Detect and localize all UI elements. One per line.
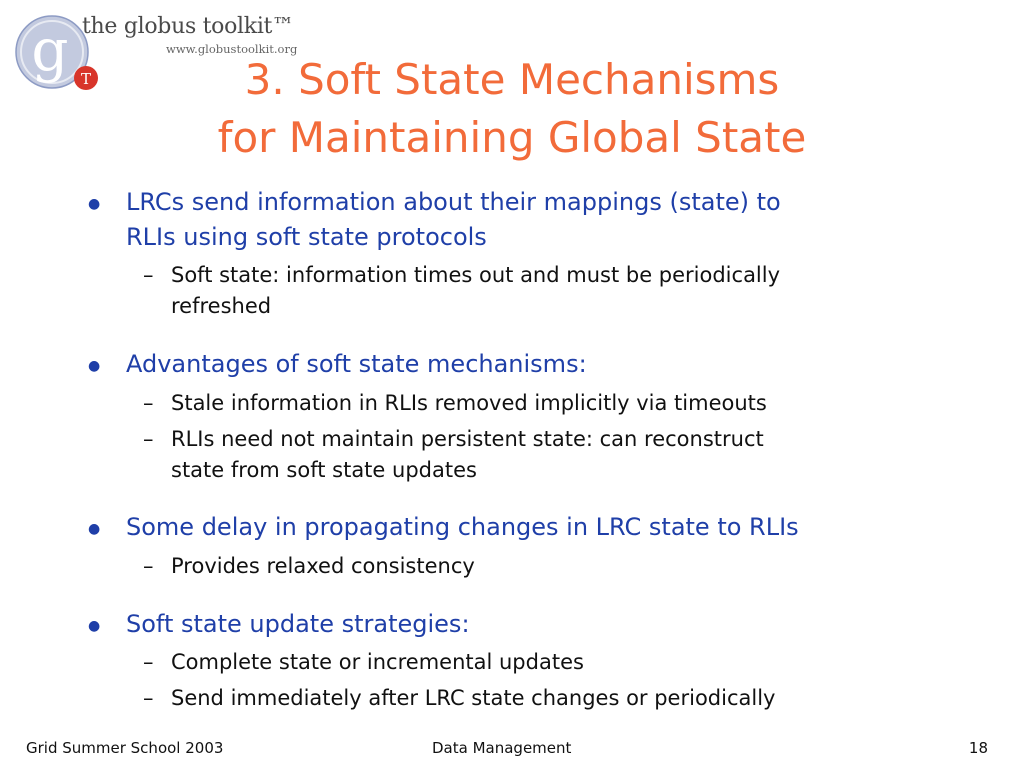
bullet-icon: ● (88, 358, 101, 374)
dash-icon: – (143, 650, 154, 674)
bullet-icon: ● (88, 521, 101, 537)
sub-2-2-line-1: RLIs need not maintain persistent state: can reconstruct (171, 427, 764, 451)
bullet-1-line-2: RLIs using soft state protocols (126, 223, 487, 251)
sub-2-2-line-2: state from soft state updates (171, 458, 477, 482)
sub-2-1-line-1: Stale information in RLIs removed implicitly via timeouts (171, 391, 767, 415)
dash-icon: – (143, 427, 154, 451)
dash-icon: – (143, 263, 154, 287)
sub-4-1-line-1: Complete state or incremental updates (171, 650, 584, 674)
slide-title-line-2: for Maintaining Global State (217, 113, 807, 162)
bullet-2-line-1: Advantages of soft state mechanisms: (126, 350, 587, 378)
dash-icon: – (143, 391, 154, 415)
bullet-icon: ● (88, 196, 101, 212)
bullet-3-line-1: Some delay in propagating changes in LRC state to RLIs (126, 513, 799, 541)
svg-text:g: g (31, 16, 69, 84)
footer-event: Grid Summer School 2003 (26, 739, 224, 757)
dash-icon: – (143, 686, 154, 710)
sub-1-1-line-2: refreshed (171, 294, 272, 318)
page-number: 18 (968, 739, 988, 757)
sub-1-1-line-1: Soft state: information times out and must be periodically (171, 263, 781, 287)
bullet-1-line-1: LRCs send information about their mappings (state) to (126, 188, 781, 216)
sub-3-1-line-1: Provides relaxed consistency (171, 554, 475, 578)
dash-icon: – (143, 554, 154, 578)
svg-text:T: T (80, 70, 92, 88)
logo-title: the globus toolkit™ (82, 14, 294, 39)
footer-topic: Data Management (432, 739, 572, 757)
slide-title-line-1: 3. Soft State Mechanisms (244, 55, 780, 104)
sub-4-2-line-1: Send immediately after LRC state changes or periodically (171, 686, 776, 710)
bullet-icon: ● (88, 618, 101, 634)
logo-url: www.globustoolkit.org (166, 42, 298, 56)
bullet-4-line-1: Soft state update strategies: (126, 610, 470, 638)
